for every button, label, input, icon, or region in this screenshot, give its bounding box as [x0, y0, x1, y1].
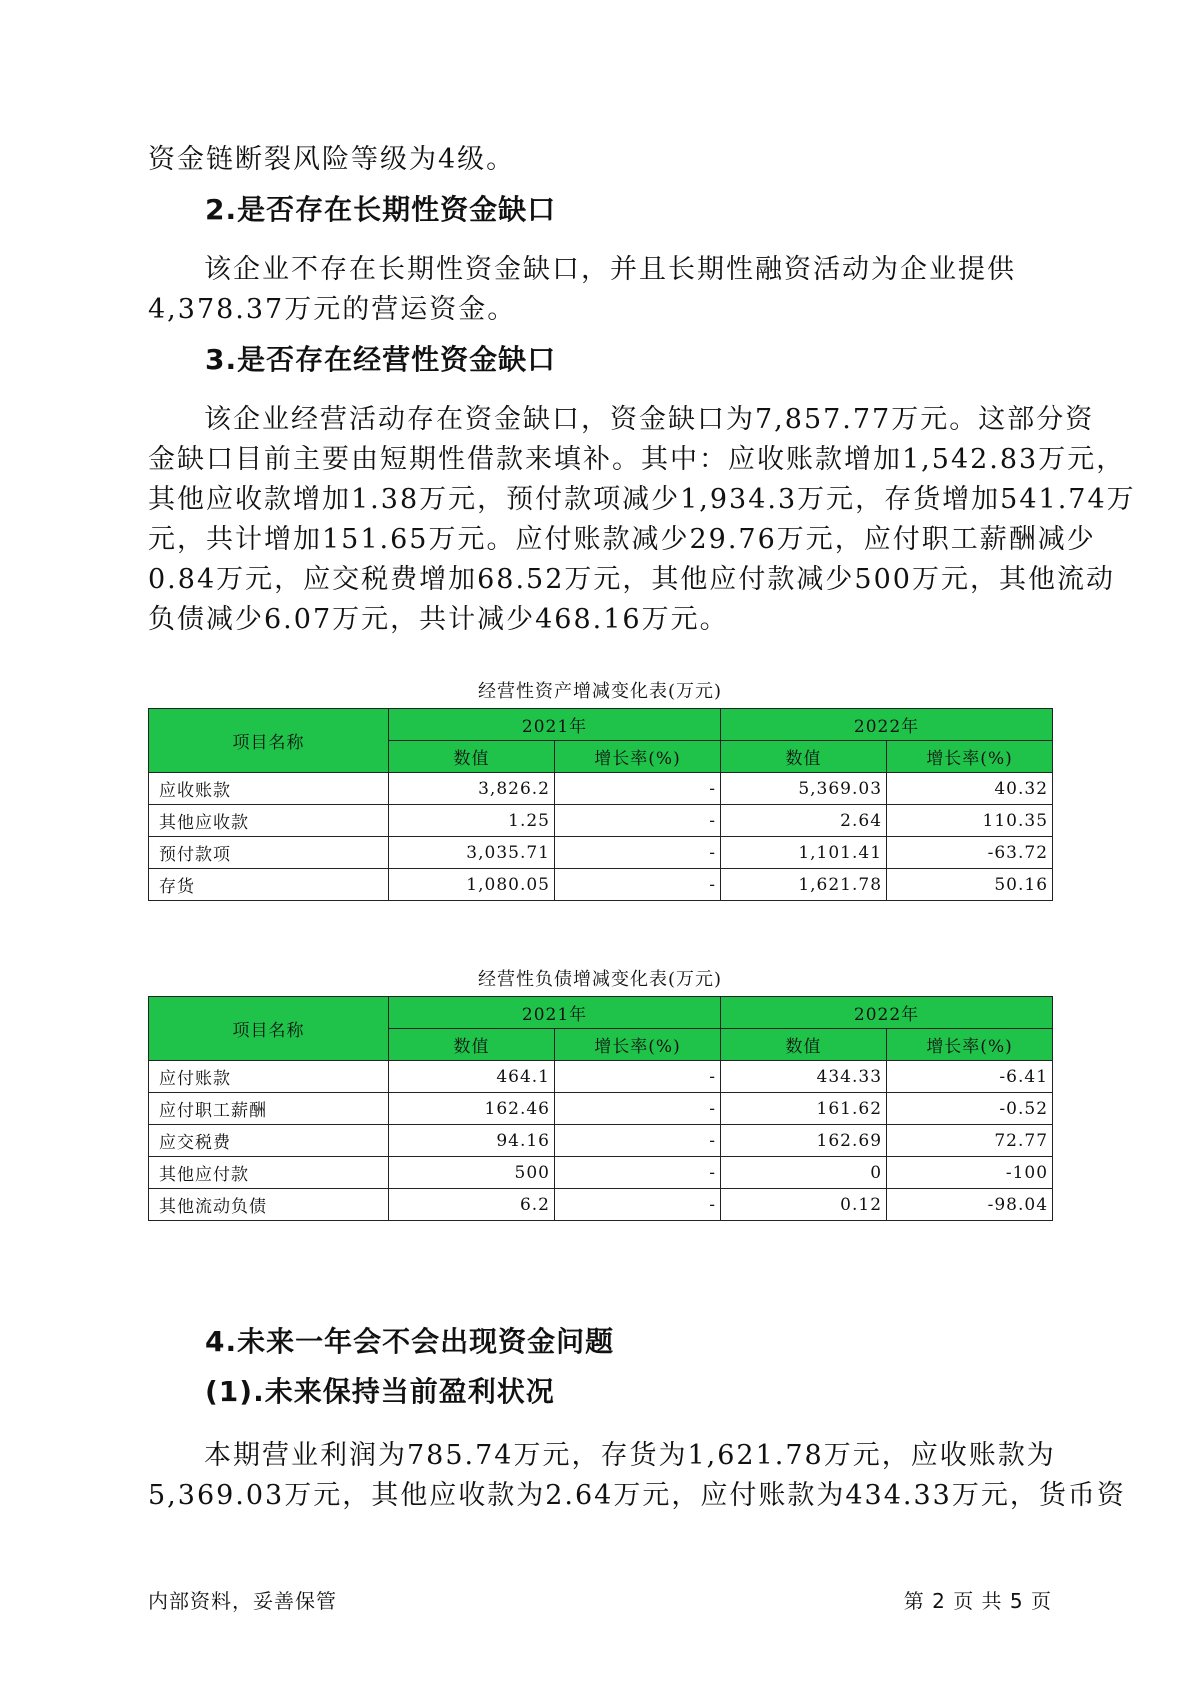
cell-value-2021: 3,826.2	[389, 773, 555, 805]
section-heading-2: 2.是否存在长期性资金缺口	[205, 193, 557, 226]
header-year-2022: 2022年	[721, 997, 1053, 1029]
cell-value-2021: 6.2	[389, 1189, 555, 1221]
footer-confidential-note: 内部资料，妥善保管	[148, 1589, 337, 1613]
table-row	[149, 1125, 1053, 1157]
text-line: 该企业不存在长期性资金缺口，并且长期性融资活动为企业提供	[204, 254, 1016, 285]
header-rate: 增长率(%)	[555, 1029, 721, 1061]
header-item-name: 项目名称	[149, 709, 389, 773]
text-line: 负债减少6.07万元，共计减少468.16万元。	[148, 604, 729, 635]
table-caption-liabilities: 经营性负债增减变化表(万元)	[477, 969, 723, 990]
text-line: 5,369.03万元，其他应收款为2.64万元，应付账款为434.33万元，货币资	[148, 1480, 1126, 1511]
table-row	[149, 1061, 1053, 1093]
text-line: 本期营业利润为785.74万元，存货为1,621.78万元，应收账款为	[204, 1440, 1056, 1471]
cell-name: 应收账款	[149, 773, 389, 805]
cell-name: 应付职工薪酬	[149, 1093, 389, 1125]
cell-rate-2022: -98.04	[887, 1189, 1053, 1221]
cell-value-2022: 5,369.03	[721, 773, 887, 805]
table-row	[149, 773, 1053, 805]
text-line: 资金链断裂风险等级为4级。	[148, 144, 516, 175]
cell-rate-2021: -	[555, 1157, 721, 1189]
cell-rate-2021: -	[555, 1093, 721, 1125]
header-rate: 增长率(%)	[555, 741, 721, 773]
section-heading-3: 3.是否存在经营性资金缺口	[205, 343, 557, 376]
cell-rate-2021: -	[555, 869, 721, 901]
table-row	[149, 837, 1053, 869]
cell-name: 预付款项	[149, 837, 389, 869]
cell-value-2021: 1.25	[389, 805, 555, 837]
paragraph-profit-status	[148, 1436, 1126, 1516]
header-rate: 增长率(%)	[887, 741, 1053, 773]
cell-value-2022: 434.33	[721, 1061, 887, 1093]
cell-value-2022: 0.12	[721, 1189, 887, 1221]
cell-name: 其他应付款	[149, 1157, 389, 1189]
cell-name: 应付账款	[149, 1061, 389, 1093]
cell-name: 其他应收款	[149, 805, 389, 837]
header-value: 数值	[721, 741, 887, 773]
header-value: 数值	[389, 1029, 555, 1061]
cell-value-2022: 2.64	[721, 805, 887, 837]
cell-rate-2022: -63.72	[887, 837, 1053, 869]
cell-name: 应交税费	[149, 1125, 389, 1157]
header-year-2021: 2021年	[389, 997, 721, 1029]
text-line: 4,378.37万元的营运资金。	[148, 294, 517, 325]
assets-table	[148, 708, 1053, 901]
cell-rate-2021: -	[555, 1125, 721, 1157]
cell-rate-2022: -0.52	[887, 1093, 1053, 1125]
cell-name: 其他流动负债	[149, 1189, 389, 1221]
table-caption-assets: 经营性资产增减变化表(万元)	[477, 681, 723, 702]
paragraph-long-term-gap	[148, 250, 1052, 330]
text-line: 其他应收款增加1.38万元，预付款项减少1,934.3万元，存货增加541.74万	[148, 484, 1136, 515]
cell-value-2021: 162.46	[389, 1093, 555, 1125]
cell-rate-2021: -	[555, 1061, 721, 1093]
footer-page-number: 第 2 页 共 5 页	[903, 1589, 1052, 1613]
cell-rate-2021: -	[555, 1189, 721, 1221]
table-row	[149, 1157, 1053, 1189]
table-row	[149, 869, 1053, 901]
cell-value-2022: 162.69	[721, 1125, 887, 1157]
paragraph-operating-gap	[148, 400, 1136, 640]
text-line: 0.84万元，应交税费增加68.52万元，其他应付款减少500万元，其他流动	[148, 564, 1115, 595]
cell-rate-2022: 72.77	[887, 1125, 1053, 1157]
cell-rate-2022: 50.16	[887, 869, 1053, 901]
section-heading-4: 4.未来一年会不会出现资金问题	[205, 1325, 615, 1358]
table-row	[149, 1189, 1053, 1221]
cell-value-2022: 1,621.78	[721, 869, 887, 901]
cell-value-2022: 0	[721, 1157, 887, 1189]
cell-rate-2022: -6.41	[887, 1061, 1053, 1093]
table-row	[149, 805, 1053, 837]
header-value: 数值	[389, 741, 555, 773]
paragraph-risk-level	[148, 140, 1052, 180]
header-item-name: 项目名称	[149, 997, 389, 1061]
header-year-2021: 2021年	[389, 709, 721, 741]
text-line: 元，共计增加151.65万元。应付账款减少29.76万元，应付职工薪酬减少	[148, 524, 1096, 555]
header-value: 数值	[721, 1029, 887, 1061]
cell-value-2021: 3,035.71	[389, 837, 555, 869]
liabilities-table	[148, 996, 1053, 1221]
header-rate: 增长率(%)	[887, 1029, 1053, 1061]
cell-value-2021: 500	[389, 1157, 555, 1189]
cell-value-2022: 1,101.41	[721, 837, 887, 869]
cell-rate-2022: -100	[887, 1157, 1053, 1189]
cell-value-2022: 161.62	[721, 1093, 887, 1125]
text-line: 该企业经营活动存在资金缺口，资金缺口为7,857.77万元。这部分资	[204, 404, 1095, 435]
cell-value-2021: 94.16	[389, 1125, 555, 1157]
cell-rate-2021: -	[555, 805, 721, 837]
text-line: 金缺口目前主要由短期性借款来填补。其中：应收账款增加1,542.83万元，	[148, 444, 1126, 475]
header-year-2022: 2022年	[721, 709, 1053, 741]
cell-rate-2022: 110.35	[887, 805, 1053, 837]
table-row	[149, 1093, 1053, 1125]
cell-value-2021: 464.1	[389, 1061, 555, 1093]
cell-value-2021: 1,080.05	[389, 869, 555, 901]
cell-rate-2022: 40.32	[887, 773, 1053, 805]
cell-rate-2021: -	[555, 773, 721, 805]
cell-name: 存货	[149, 869, 389, 901]
cell-rate-2021: -	[555, 837, 721, 869]
subsection-heading-4-1: (1).未来保持当前盈利状况	[205, 1375, 555, 1408]
